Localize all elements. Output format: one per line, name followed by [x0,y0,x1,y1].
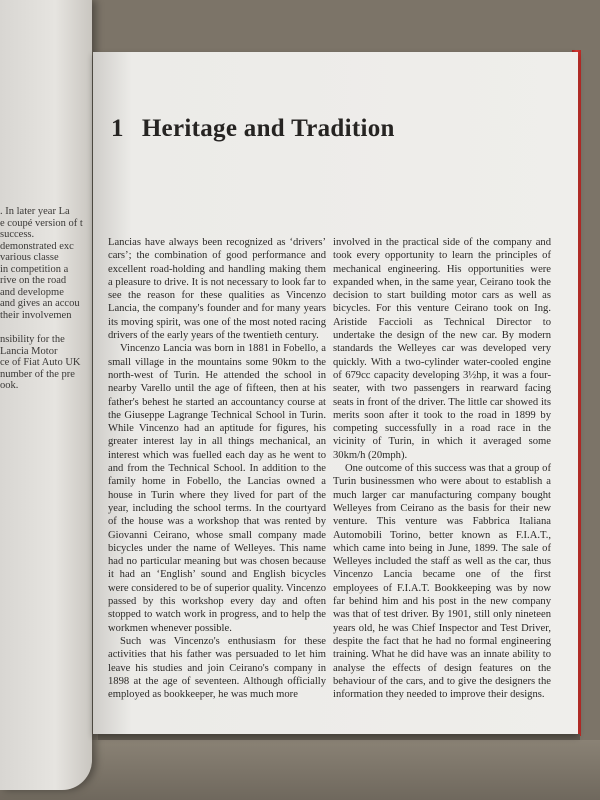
text-column-right [333,236,551,701]
left-page-line: ook. [0,380,19,391]
body-paragraph: Lancias have always been recognized as ‘drivers’ cars’; the combination of good performance and excellent road-holding and handling making them a pleasure to drive. It is not necessary to look far to see the reason for these qualities as Vincenzo Lancia, the company's founder and for many years its moving spirit, was one of the most noted racing drivers of the early years of the twentieth century. [108,237,326,342]
body-paragraph: Such was Vincenzo's enthusiasm for these activities that his father was persuaded to let him leave his studies and join Ceirano's company in 1898 at the age of seventeen. Although officially employed as bookkeeper, he was much more [108,635,326,701]
chapter-number: 1 [111,115,124,142]
body-paragraph: One outcome of this success was that a group of Turin businessmen who were about to establish a much larger car manufacturing company bought Welleyes from Ceirano as the basis for their new venture. This venture was Fabbrica Italiana Automobili Torino, better known as F.I.A.T., which came into being in June, 1899. The sale of Welleyes included the staff as well as the car, thus Vincenzo Lancia became one of the first employees of F.I.A.T. Bookkeeping was by now far behind him and his post in the new company was that of test driver. By 1901, still only nineteen years old, he was Chief Inspector and Test Driver, despite the fact that he had no formal engineering training. What he did have was an innate ability to analyse the effects of design features on the behaviour of the cars, and to give the designers the information they needed to improve their designs. [333,463,551,701]
page-stack-edge [98,734,580,740]
left-page-line: e coupé version of t [0,217,83,229]
left-page-line: Lancia Motor [0,345,58,357]
left-page-line: in competition a [0,263,69,275]
left-page-line: and developme [0,286,64,298]
left-page-line: nsibility for the [0,334,65,345]
left-page-line: and gives an accou [0,298,80,309]
left-page-line: demonstrated exc [0,240,74,252]
left-page-line: . In later year La [0,206,70,217]
left-page-line: various classe [0,252,59,263]
left-page [0,0,92,790]
left-page-line: success. [0,229,35,240]
text-column-left [108,236,326,701]
left-page-line: ce of Fiat Auto UK [0,357,81,368]
left-page-line: number of the pre [0,368,75,380]
chapter-heading [111,115,395,143]
body-paragraph: Vincenzo Lancia was born in 1881 in Fobello, a small village in the mountains some 90km to the north-west of Turin. He attended the school in nearby Varello until the age of fifteen, then at his father's behest he started an accountancy course at the Giuseppe Lagrange Technical School in Turin. While Vincenzo had an aptitude for figures, his greater interest lay in all things mechanical, an interest which was fuelled each day as he went to and from the Technical School. In addition to the family home in Fobello, the Lancias owned a house in Turin where they lived for part of the year, including the school terms. In the courtyard of the house was a workshop that was rented by Giovanni Ceirano, whose small company made bicycles under the name of Welleyes. This name had no particular meaning but was chosen because it had an ‘English’ sound and English bicycles were considered to be of superior quality. Vincenzo passed by this workshop every day and often stopped to watch work in progress, and to help the workmen whenever possible. [108,343,326,634]
left-page-line: rive on the road [0,275,67,286]
left-page-line: their involvemen [0,309,72,321]
chapter-title: Heritage and Tradition [141,115,395,142]
body-paragraph: involved in the practical side of the company and took every opportunity to learn the principles of mechanical engineering. His opportunities were expanded when, in the same year, Ceirano took the decision to start building motor cars as well as bicycles. For this venture Ceirano took on Ing. Aristide Faccioli as Technical Director to undertake the design of the new car. By modern standards the Welleyes car was developed very quickly. With a two-cylinder water-cooled engine of 679cc capacity developing 3½hp, it was a four-seater, with two passengers in rearward facing seats in front of the driver. The little car showed its merits soon after it took to the road in 1899 by competing successfully in a road race in the vicinity of Turin, in which it averaged some 30km/h (20mph). [333,237,551,461]
left-page-text-fragment [0,206,92,392]
